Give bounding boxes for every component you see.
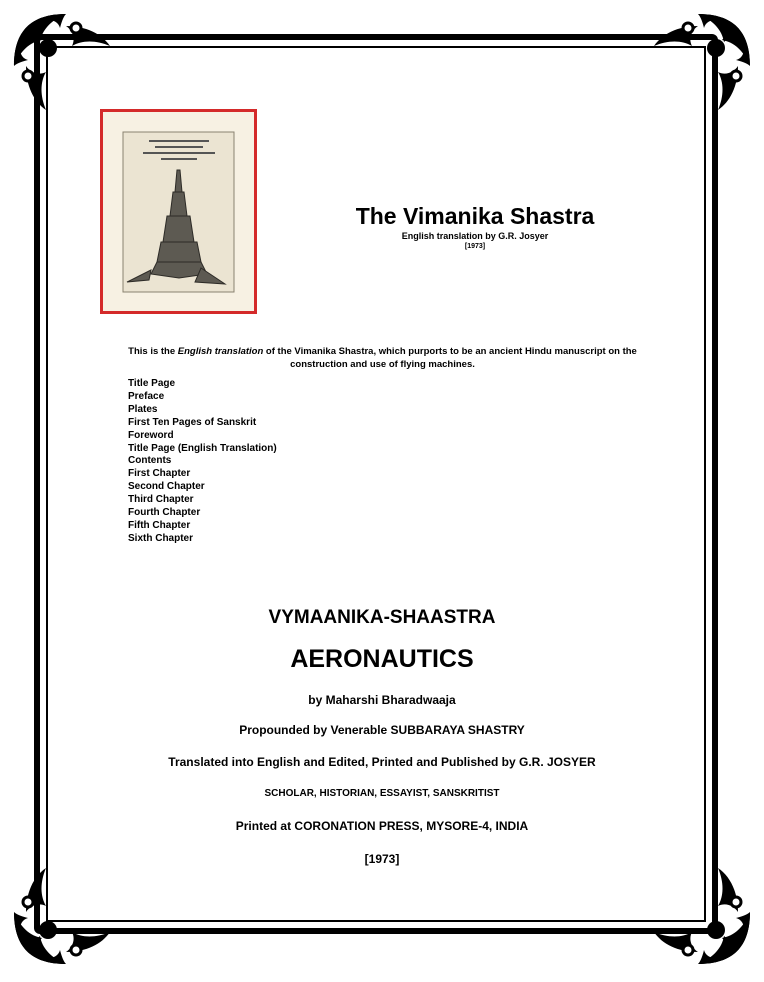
toc-link[interactable]: Sixth Chapter xyxy=(128,532,194,544)
ornament-corner-icon xyxy=(638,6,758,126)
document-year: [1973] xyxy=(464,243,486,250)
intro-lead: This is the xyxy=(128,345,178,357)
intro-rest: of the Vimanika Shastra, which purports to be an ancient Hindu manuscript on the construction and use of flying machines. xyxy=(263,345,637,370)
title-page-translated: Translated into English and Edited, Printed and Published by G.R. JOSYER xyxy=(168,755,596,769)
toc-link[interactable]: Plates xyxy=(128,403,158,415)
toc-link[interactable]: Preface xyxy=(128,390,165,402)
title-page-author: by Maharshi Bharadwaaja xyxy=(308,693,456,707)
toc-link[interactable]: Foreword xyxy=(128,429,174,441)
document-title: The Vimanika Shastra xyxy=(355,203,595,229)
vimana-illustration xyxy=(103,112,254,311)
intro-paragraph xyxy=(110,345,655,371)
book-cover-image xyxy=(100,109,257,314)
toc-link[interactable]: Second Chapter xyxy=(128,481,205,493)
toc-link[interactable]: First Chapter xyxy=(128,468,191,480)
toc-link[interactable]: Fifth Chapter xyxy=(128,519,191,531)
title-page-credentials: SCHOLAR, HISTORIAN, ESSAYIST, SANSKRITIST xyxy=(264,788,500,799)
ornament-corner-icon xyxy=(638,852,758,972)
title-page-printed: Printed at CORONATION PRESS, MYSORE-4, INDIA xyxy=(235,819,529,833)
ornament-corner-icon xyxy=(6,6,126,126)
table-of-contents xyxy=(128,378,277,546)
title-page-propounded: Propounded by Venerable SUBBARAYA SHASTRY xyxy=(239,723,525,737)
toc-link[interactable]: Title Page xyxy=(128,378,176,389)
title-page-year: [1973] xyxy=(364,852,400,866)
document-title-block xyxy=(320,203,630,251)
toc-link[interactable]: First Ten Pages of Sanskrit xyxy=(128,416,257,428)
title-page-heading: VYMAANIKA-SHAASTRA xyxy=(268,607,496,628)
toc-link[interactable]: Title Page (English Translation) xyxy=(128,442,277,454)
ornament-corner-icon xyxy=(6,852,126,972)
toc-link[interactable]: Third Chapter xyxy=(128,494,194,506)
title-page-subject: AERONAUTICS xyxy=(290,645,474,673)
document-subtitle: English translation by G.R. Josyer xyxy=(401,231,549,241)
toc-link[interactable]: Fourth Chapter xyxy=(128,507,201,519)
toc-link[interactable]: Contents xyxy=(128,455,172,467)
intro-emphasis: English translation xyxy=(177,345,264,357)
